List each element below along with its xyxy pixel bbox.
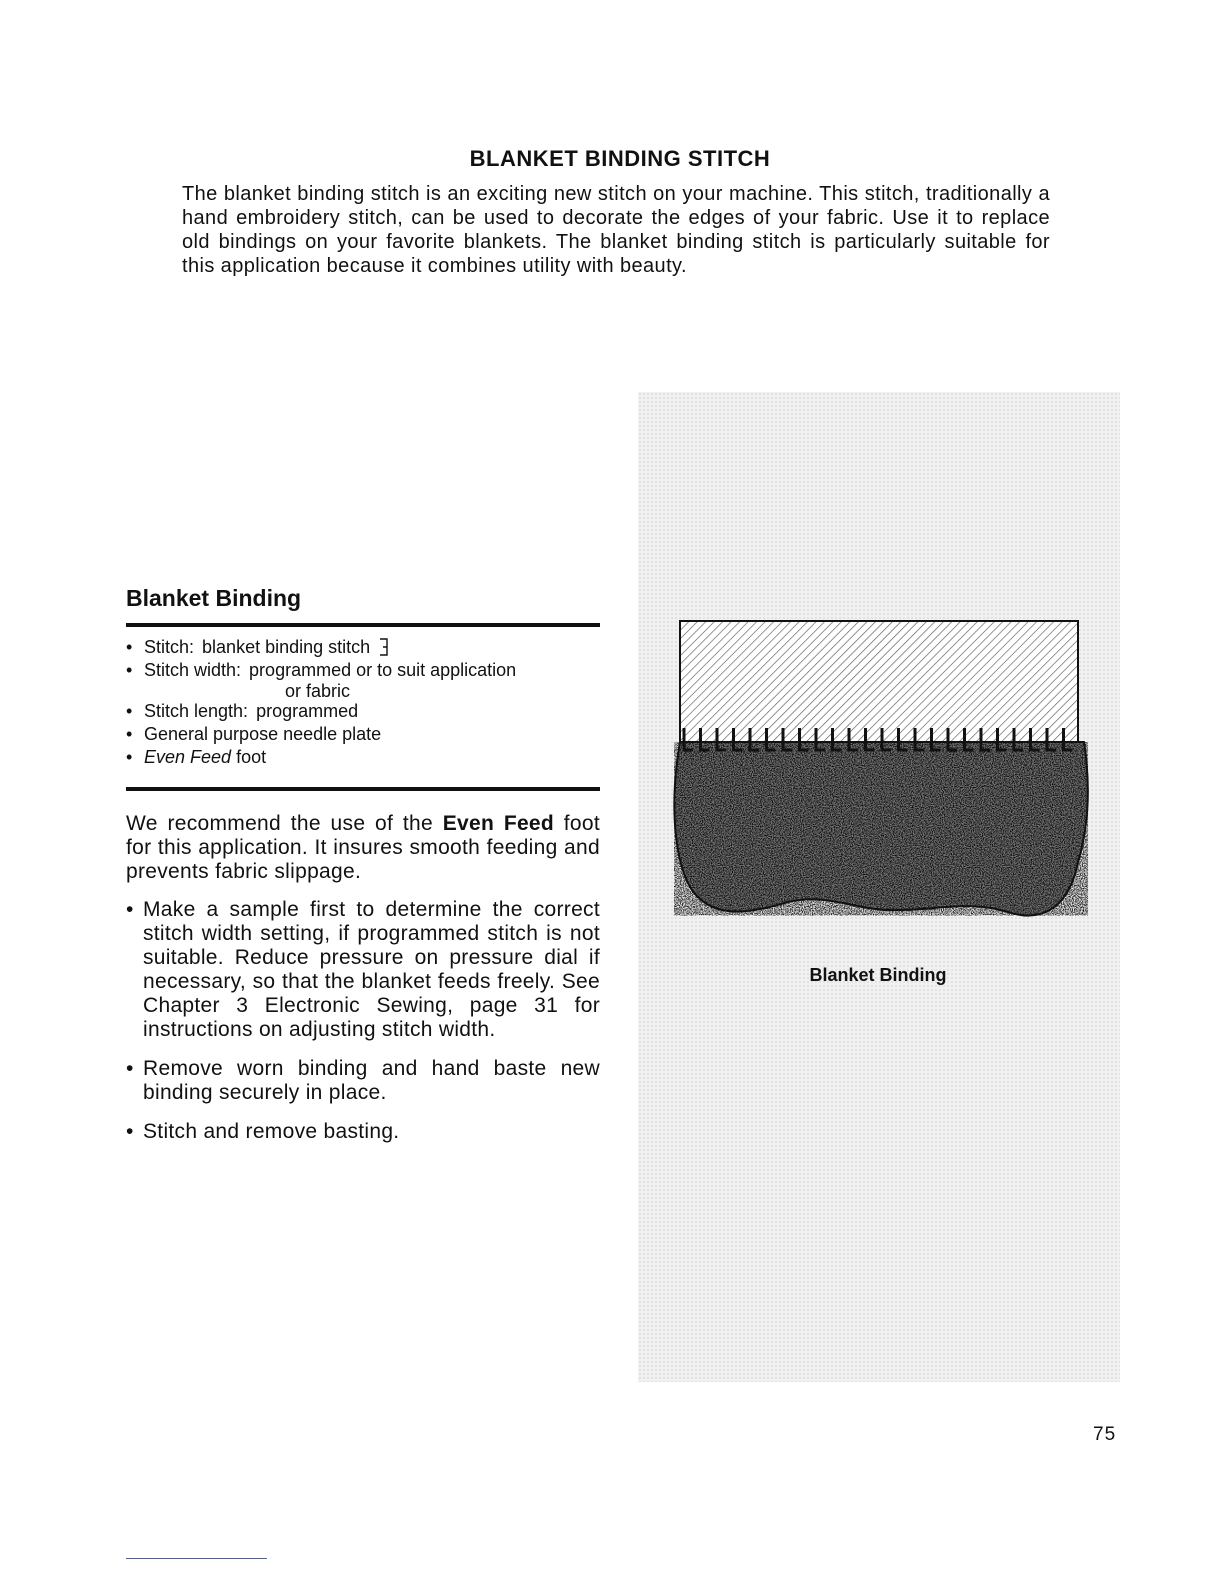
bullet-icon: • <box>126 701 133 721</box>
settings-value: programmed <box>256 701 359 721</box>
blanket-stitch-icon <box>379 637 389 657</box>
blanket-body <box>674 742 1088 915</box>
recommend-text: We recommend the use of the <box>126 812 443 835</box>
section-bottom-rule <box>126 787 600 791</box>
section-heading: Blanket Binding <box>126 585 302 611</box>
settings-value-continued: or fabric <box>285 681 351 701</box>
settings-label: Stitch: <box>144 637 195 657</box>
page-number: 75 <box>1093 1424 1117 1445</box>
section-top-rule <box>126 623 600 627</box>
settings-item-needle-plate <box>126 723 606 746</box>
bullet-icon: • <box>126 660 133 680</box>
binding-tape <box>680 621 1078 742</box>
intro-paragraph: The blanket binding stitch is an exciting new stitch on your machine. This stitch, traditionally a hand embroidery stitch, can be used to decorate the edges of your fabric. Use it to replace old bindings on your favorite blankets. The blanket binding stitch is particularly suitable for this application because it combines utility with beauty. <box>182 183 1050 277</box>
settings-text: General purpose needle plate <box>144 724 382 744</box>
settings-value: blanket binding stitch <box>202 637 371 657</box>
bullet-icon: • <box>126 898 134 921</box>
step-item <box>126 898 600 1042</box>
bullet-icon: • <box>126 637 133 657</box>
settings-item-stitch <box>126 636 606 659</box>
recommend-text-end: foot for this application. It insures smooth feeding and prevents fabric slippage. <box>126 812 600 883</box>
settings-label: Stitch length: <box>144 701 249 721</box>
bullet-icon: • <box>126 1057 134 1080</box>
settings-label: Stitch width: <box>144 660 242 680</box>
step-text: Make a sample first to determine the correct stitch width setting, if programmed stitch is not suitable. Reduce pressure on pressure dial if necessary, so that the blanket feeds freely. See Chapter 3 Electronic Sewing, page 31 for instructions on adjusting stitch width. <box>143 898 600 1041</box>
steps-list <box>126 898 600 1159</box>
settings-item-width <box>126 659 606 700</box>
bullet-icon: • <box>126 747 133 767</box>
settings-text: foot <box>231 747 267 767</box>
bullet-icon: • <box>126 724 133 744</box>
recommend-bold: Even Feed <box>442 812 555 835</box>
step-item <box>126 1057 600 1105</box>
settings-list <box>126 636 606 769</box>
settings-italic: Even Feed <box>144 747 232 767</box>
figure-caption: Blanket Binding <box>809 965 947 985</box>
step-item <box>126 1120 600 1144</box>
bullet-icon: • <box>126 1120 134 1143</box>
settings-item-length <box>126 700 606 723</box>
step-text: Stitch and remove basting. <box>143 1120 400 1143</box>
recommendation-paragraph <box>126 812 600 884</box>
blanket-binding-illustration <box>638 392 1120 992</box>
page-title: BLANKET BINDING STITCH <box>469 146 771 171</box>
step-text: Remove worn binding and hand baste new binding securely in place. <box>143 1057 600 1104</box>
figure-panel <box>638 392 1120 1382</box>
settings-value: programmed or to suit application <box>249 660 517 680</box>
settings-item-foot <box>126 746 606 769</box>
footer-line <box>126 1558 267 1559</box>
